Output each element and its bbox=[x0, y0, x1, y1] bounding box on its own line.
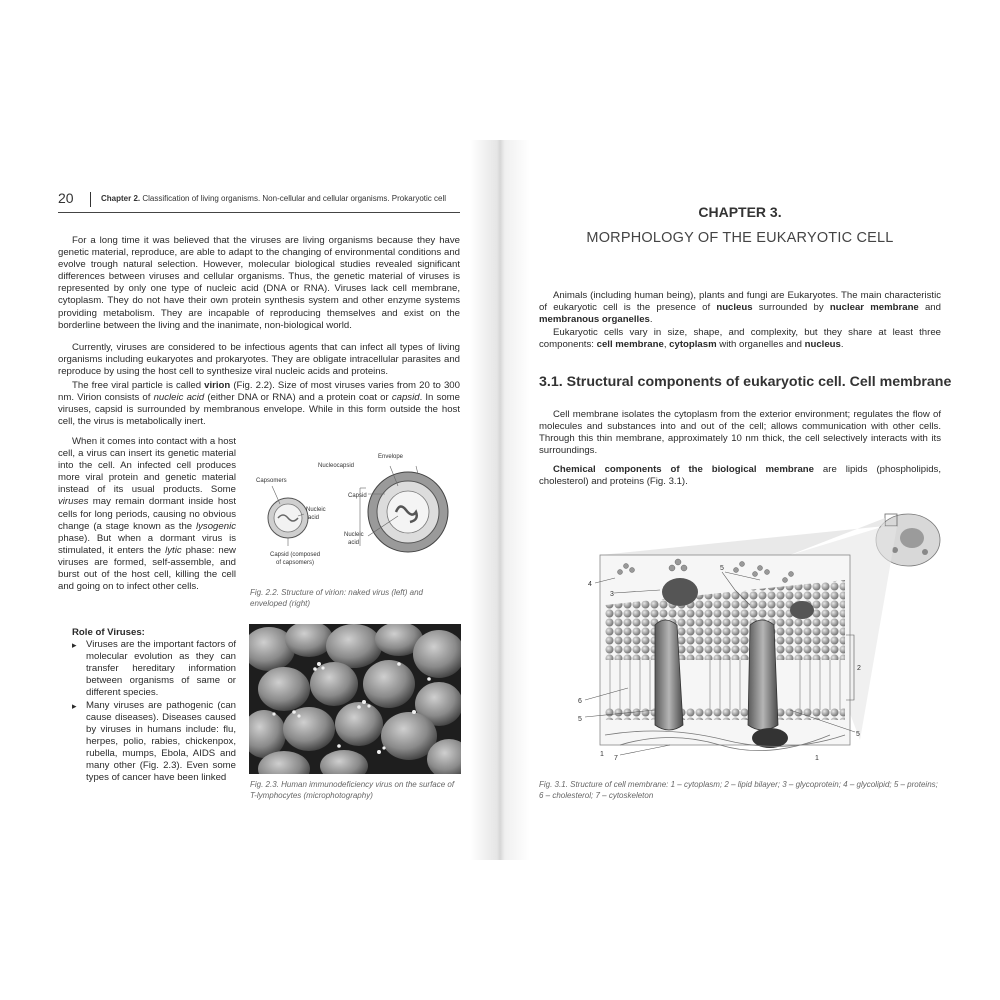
label-2: 2 bbox=[857, 665, 861, 672]
roles-section bbox=[72, 627, 236, 784]
label-3: 3 bbox=[610, 591, 614, 598]
paragraph-components bbox=[539, 327, 941, 351]
text-run: When it comes into contact with a host cell, a virus can insert its genetic material into the cell. An infected cell produces more viral protein and genetic material instead of its usual products. Some bbox=[58, 436, 236, 496]
cell-membrane-illustration bbox=[560, 510, 960, 775]
label-6: 6 bbox=[578, 698, 582, 705]
chapter-title: MORPHOLOGY OF THE EUKARYOTIC CELL bbox=[586, 230, 894, 246]
term-lysogenic: lysogenic bbox=[196, 520, 236, 532]
page-number: 20 bbox=[58, 190, 74, 206]
paragraph-chemical-components bbox=[539, 464, 941, 488]
text-run: with organelles and bbox=[716, 339, 805, 351]
label-nucleocapsid: Nucleocapsid bbox=[318, 463, 355, 469]
label-5-right: 5 bbox=[856, 731, 860, 738]
text-run: surrounded by bbox=[752, 302, 830, 314]
label-capsomers: Capsomers bbox=[256, 478, 287, 484]
term-nucleus: nucleus bbox=[804, 339, 841, 351]
text-run: . bbox=[649, 314, 653, 326]
text-run: and bbox=[918, 302, 941, 314]
text-run: Animals (including human being), plants and fungi are Eukaryotes. The main characteristic of eukaryotic cell is the presence of bbox=[539, 290, 941, 314]
figure-2-2-caption: Fig. 2.2. Structure of virion: naked virus (left) and enveloped (right) bbox=[250, 588, 423, 608]
roles-list bbox=[72, 639, 236, 784]
text-run: (Fig. 2.2). Size of most viruses varies from 20 to 300 nm. Virion consists of bbox=[58, 380, 460, 404]
paragraph-text: For a long time it was believed that the viruses are living organisms because they have genetic material, reproduce, are able to adapt to the changing of environmental conditions and evolve trough natural selection. However, molecular biological studies revealed significant differences between viruses and cellular organisms. Thus, the genetic material of viruses is represented by only one type of nucleic acid (DNA or RNA). Viruses lack cell membrane, cytoplasm. They do not have their own protein synthesis system and other enzyme systems providing metabolism. They are incapable of reproducing themselves and exist on the borderline between the living and the inanimate, non-biological world. bbox=[58, 235, 460, 331]
text-run: (either DNA or RNA) and a protein coat or bbox=[204, 392, 392, 404]
text-run: phase). But when a dormant virus is stimulated, it enters the bbox=[58, 532, 236, 556]
enveloped-virus-drawing bbox=[368, 472, 448, 552]
paragraph-cell-membrane bbox=[539, 409, 941, 457]
paragraph-viruses-history bbox=[58, 235, 460, 332]
label-nucleic-acid-2b: acid bbox=[348, 540, 360, 546]
term-cytoplasm: cytoplasm bbox=[669, 339, 717, 351]
chapter-number: CHAPTER 3. bbox=[698, 204, 782, 220]
term-cell-membrane: cell membrane bbox=[596, 339, 664, 351]
label-1-right: 1 bbox=[815, 755, 819, 762]
term-nuclear-membrane: nuclear membrane bbox=[829, 302, 919, 314]
text-run: The free viral particle is called bbox=[72, 380, 205, 391]
figure-3-1-caption: Fig. 3.1. Structure of cell membrane: 1 – cytoplasm; 2 – lipid bilayer; 3 – glycoprotein; 4 – glycolipid; 5 – proteins; 6 – cholesterol; 7 – cytoskeleton bbox=[539, 780, 938, 800]
right-page bbox=[500, 0, 1000, 1000]
label-4: 4 bbox=[588, 581, 592, 588]
paragraph-text: Cell membrane isolates the cytoplasm from the exterior environment; regulates the flow of molecules and substances into and out of the cell; allows communication with other cells. Through this thin membrane, approximately 10 nm thick, the cell selectively interacts with its surroundings. bbox=[539, 409, 941, 457]
paragraph-infectious-agents bbox=[58, 342, 460, 378]
label-7: 7 bbox=[614, 755, 618, 762]
term-nucleic-acid: nucleic acid bbox=[153, 392, 205, 404]
label-1-left: 1 bbox=[600, 751, 604, 758]
text-run: Eukaryotic cells vary in size, shape, and complexity, but they share at least three components: bbox=[539, 327, 941, 351]
hiv-micrograph bbox=[249, 624, 461, 774]
text-run: . In some viruses, capsid is surrounded by membranous envelope. While in this form outside the host cell, the virus is metabolically inert. bbox=[58, 392, 460, 428]
term-capsid: capsid bbox=[391, 392, 420, 404]
label-nucleic-acid-a: Nucleic bbox=[306, 507, 326, 513]
label-nucleic-acid-2a: Nucleic bbox=[344, 532, 364, 538]
term-membranous-organelles: membranous organelles bbox=[539, 314, 650, 326]
paragraph-eukaryotes bbox=[539, 290, 941, 326]
section-title: 3.1. Structural components of eukaryotic cell. Cell membrane bbox=[539, 374, 952, 390]
virion-structure-diagram bbox=[248, 446, 463, 586]
label-5-left: 5 bbox=[578, 716, 582, 723]
list-item: ▸ Many viruses are pathogenic (can cause diseases). Diseases caused by viruses in humans include: flu, herpes, polio, rabies, chickenpox, rubella, mumps, Ebola, AIDS and many other (Fig. 2.3). Even some types of cancer have been linked bbox=[72, 700, 236, 785]
term-virion: virion bbox=[204, 380, 231, 391]
label-nucleic-acid-b: acid bbox=[308, 515, 320, 521]
page-header bbox=[58, 190, 460, 213]
label-5-top: 5 bbox=[720, 565, 724, 572]
roles-heading: Role of Viruses: bbox=[72, 627, 145, 638]
naked-virus-drawing bbox=[268, 498, 308, 538]
text-run: . bbox=[840, 339, 844, 351]
figure-2-3-caption: Fig. 2.3. Human immunodeficiency virus on the surface of T-lymphocytes (microphotography) bbox=[250, 780, 455, 800]
paragraph-text: Currently, viruses are considered to be infectious agents that can infect all types of living organisms including eukaryotes and prokaryotes. They are obligate intracellular parasites and reproduce by using the host cell to synthesize viral nucleic acids and proteins. bbox=[58, 342, 460, 378]
running-chapter-title bbox=[101, 194, 446, 203]
term-lytic: lytic bbox=[165, 544, 182, 556]
term-nucleus: nucleus bbox=[716, 302, 753, 314]
header-separator bbox=[90, 192, 91, 207]
text-run: may remain dormant inside host cells for long periods, causing no obvious change (a stage known as the bbox=[58, 496, 236, 532]
label-capsid: Capsid bbox=[348, 493, 367, 499]
term-chemical-components: Chemical components of the biological membrane bbox=[553, 464, 814, 475]
label-capsid-composed-b: of capsomers) bbox=[276, 560, 315, 566]
text-run: phase: new viruses are formed, self-assemble, and burst out of the host cell, killing the cell and going on to infect other cells. bbox=[58, 544, 236, 593]
label-envelope: Envelope bbox=[378, 454, 404, 460]
list-item: ▸ Viruses are the important factors of molecular evolution as they can transfer hereditary information between organisms of same or different species. bbox=[72, 639, 236, 699]
chapter-subtitle: Classification of living organisms. Non-cellular and cellular organisms. Prokaryotic cell bbox=[142, 194, 447, 203]
paragraph-virion bbox=[58, 380, 460, 428]
paragraph-infection-cycle bbox=[58, 436, 236, 593]
chapter-label: Chapter 2. bbox=[101, 194, 141, 203]
text-run: , bbox=[663, 339, 670, 351]
term-viruses: viruses bbox=[58, 496, 89, 508]
text-run: are lipids (phospholipids, cholesterol) and proteins (Fig. 3.1). bbox=[539, 464, 941, 488]
label-capsid-composed-a: Capsid (composed bbox=[270, 552, 321, 558]
